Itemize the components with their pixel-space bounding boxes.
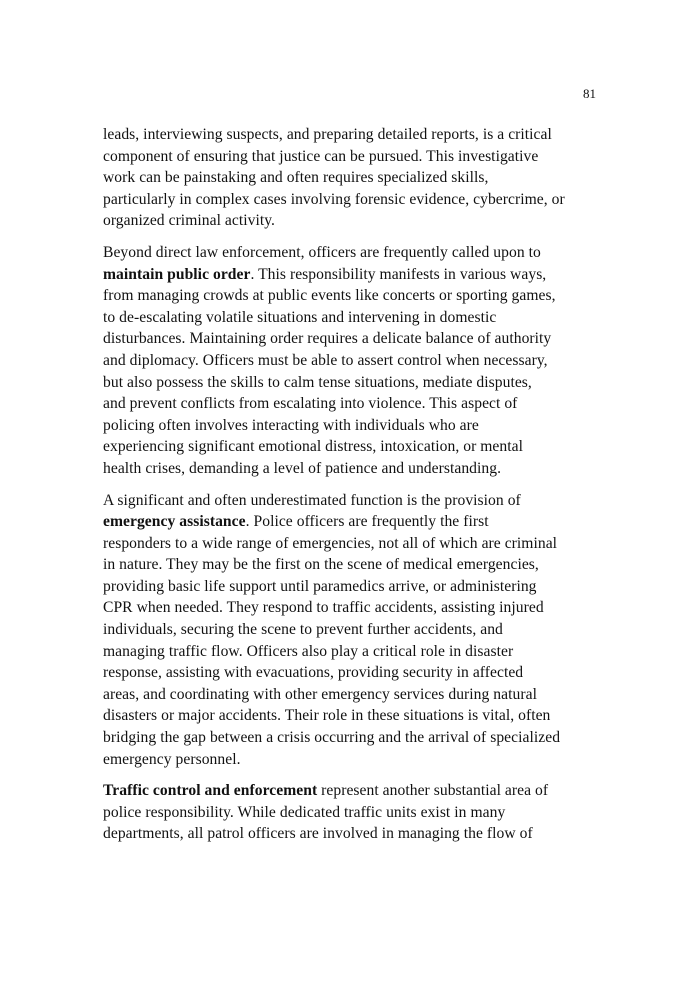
text-line: departments, all patrol officers are involved in managing the flow of <box>103 825 533 843</box>
text-line: organized criminal activity. <box>103 212 276 230</box>
bold-term: emergency assistance <box>103 513 246 531</box>
page-number: 81 <box>583 86 596 101</box>
text-line: disturbances. Maintaining order requires a delicate balance of authority <box>103 330 552 348</box>
text-line: emergency personnel. <box>103 750 241 768</box>
text-line <box>103 511 603 533</box>
text-line: policing often involves interacting with individuals who are <box>103 416 479 434</box>
text-line: from managing crowds at public events like concerts or sporting games, <box>103 287 556 305</box>
text-line: component of ensuring that justice can be pursued. This investigative <box>103 147 539 165</box>
text-line: areas, and coordinating with other emergency services during natural <box>103 685 537 703</box>
text-line: and diplomacy. Officers must be able to assert control when necessary, <box>103 351 548 369</box>
text-line: providing basic life support until paramedics arrive, or administering <box>103 577 537 595</box>
text-line: police responsibility. While dedicated traffic units exist in many <box>103 803 506 821</box>
paragraph-traffic-control <box>103 780 603 845</box>
text-line: responders to a wide range of emergencies, not all of which are criminal <box>103 534 558 552</box>
paragraph-investigation <box>103 124 603 232</box>
text-line: disasters or major accidents. Their role in these situations is vital, often <box>103 707 551 725</box>
text-fragment: . This responsibility manifests in various ways, <box>250 265 547 283</box>
text-fragment: . Police officers are frequently the first <box>245 513 489 531</box>
text-line: bridging the gap between a crisis occurring and the arrival of specialized <box>103 729 561 747</box>
text-line: but also possess the skills to calm tense situations, mediate disputes, <box>103 373 532 391</box>
text-line <box>103 264 603 286</box>
text-line: health crises, demanding a level of patience and understanding. <box>103 459 502 477</box>
paragraph-public-order <box>103 242 603 480</box>
text-line: managing traffic flow. Officers also play a critical role in disaster <box>103 642 514 660</box>
text-line: experiencing significant emotional distress, intoxication, or mental <box>103 438 523 456</box>
text-line: and prevent conflicts from escalating into violence. This aspect of <box>103 395 518 413</box>
body-text <box>103 124 603 855</box>
text-fragment: represent another substantial area of <box>317 782 549 800</box>
text-line: response, assisting with evacuations, providing security in affected <box>103 664 524 682</box>
text-line <box>103 780 603 802</box>
bold-term: maintain public order <box>103 265 251 283</box>
text-line: in nature. They may be the first on the scene of medical emergencies, <box>103 556 539 574</box>
text-line: A significant and often underestimated function is the provision of <box>103 491 521 509</box>
text-line: Beyond direct law enforcement, officers are frequently called upon to <box>103 243 541 261</box>
paragraph-emergency-assistance <box>103 490 603 771</box>
text-line: work can be painstaking and often requires specialized skills, <box>103 169 489 187</box>
text-line: to de-escalating volatile situations and intervening in domestic <box>103 308 497 326</box>
text-line: individuals, securing the scene to prevent further accidents, and <box>103 621 503 639</box>
text-line: particularly in complex cases involving forensic evidence, cybercrime, or <box>103 190 565 208</box>
bold-term: Traffic control and enforcement <box>103 782 318 800</box>
text-line: CPR when needed. They respond to traffic accidents, assisting injured <box>103 599 544 617</box>
text-line: leads, interviewing suspects, and preparing detailed reports, is a critical <box>103 126 552 143</box>
